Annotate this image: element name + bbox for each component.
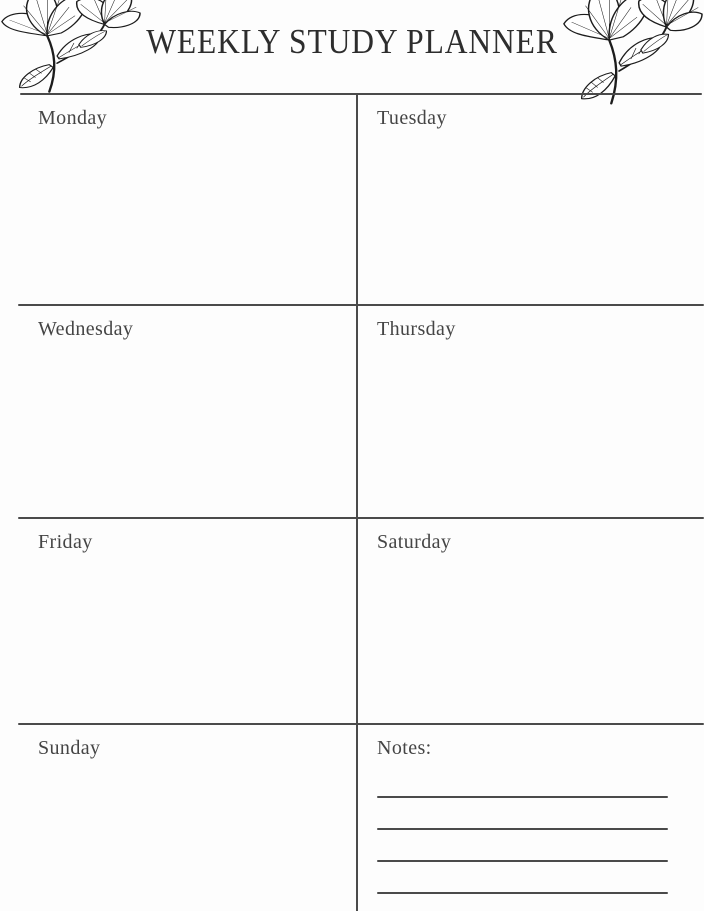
day-label-saturday: Saturday	[377, 531, 452, 553]
cell-notes	[358, 723, 704, 911]
day-label-sunday: Sunday	[38, 737, 101, 759]
cell-tuesday	[358, 93, 704, 304]
cell-monday	[0, 93, 356, 304]
cell-saturday	[358, 517, 704, 723]
day-label-wednesday: Wednesday	[38, 318, 134, 340]
note-line	[377, 796, 668, 798]
day-label-tuesday: Tuesday	[377, 107, 447, 129]
day-label-thursday: Thursday	[377, 318, 456, 340]
note-line	[377, 892, 668, 894]
notes-lines	[377, 796, 668, 894]
cell-thursday	[358, 304, 704, 517]
page-title: WEEKLY STUDY PLANNER	[146, 22, 558, 61]
cell-wednesday	[0, 304, 356, 517]
notes-label: Notes:	[377, 737, 432, 759]
note-line	[377, 828, 668, 830]
cell-friday	[0, 517, 356, 723]
note-line	[377, 860, 668, 862]
day-label-monday: Monday	[38, 107, 108, 129]
day-label-friday: Friday	[38, 531, 93, 553]
cell-sunday	[0, 723, 356, 911]
